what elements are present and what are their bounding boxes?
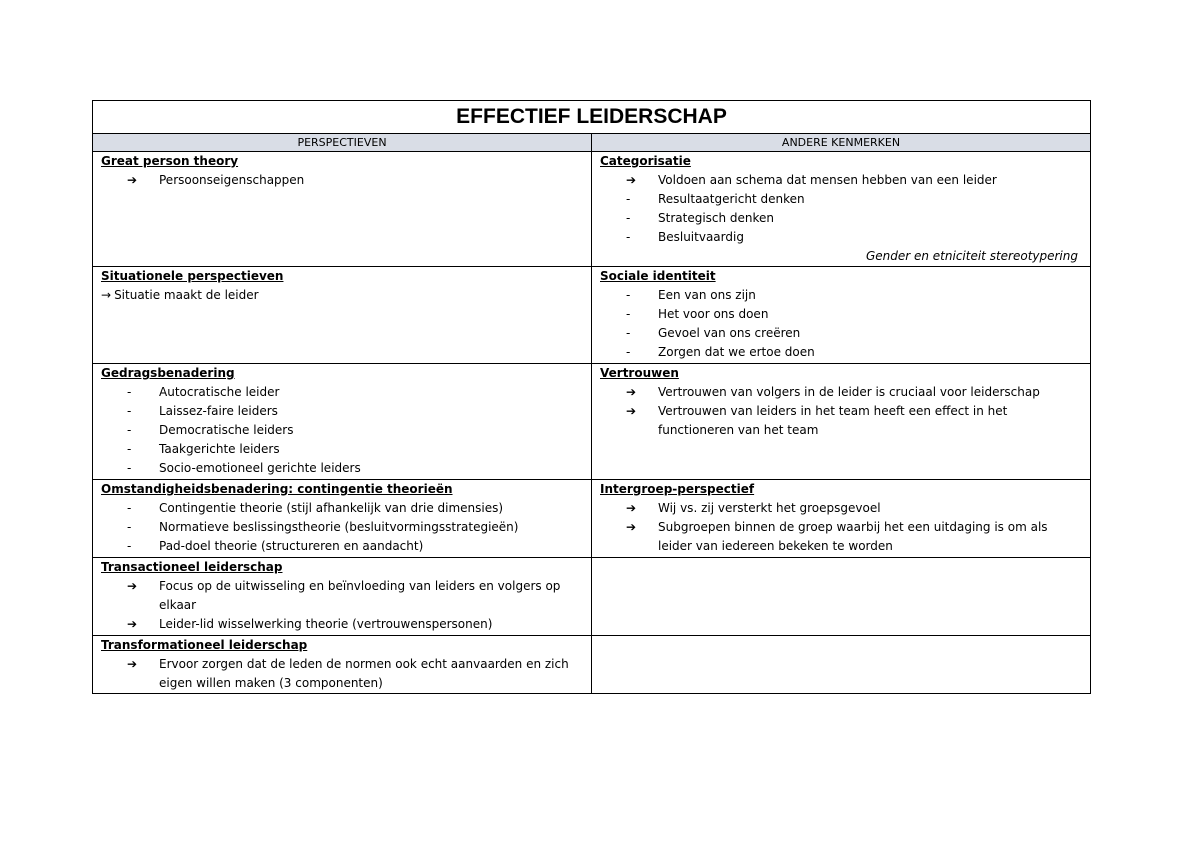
dash-bullet: -: [626, 345, 631, 359]
list-item-text: Vertrouwen van leiders in het team heeft een effect in het functioneren van het team: [658, 404, 1008, 437]
list-item-text: Subgroepen binnen de groep waarbij het een uitdaging is om als leider van iedereen bekeken te worden: [658, 520, 1048, 553]
list-item: [600, 499, 1082, 518]
list-item: [600, 343, 1082, 362]
content-rows: [93, 152, 1091, 694]
dash-bullet: -: [127, 385, 132, 399]
list-item: [101, 459, 583, 478]
list-item: [101, 537, 583, 556]
perspective-cell: [93, 267, 592, 364]
item-list: [101, 577, 583, 634]
dash-bullet: -: [626, 326, 631, 340]
list-item: [600, 190, 1082, 209]
table-row: [93, 480, 1091, 558]
arrow-icon: ➔: [626, 404, 637, 418]
item-list: [101, 383, 583, 478]
title-row: [93, 101, 1091, 134]
list-item: [600, 383, 1082, 402]
list-item-text: Voldoen aan schema dat mensen hebben van een leider: [658, 173, 997, 187]
list-item-text: Normatieve beslissingstheorie (besluitvormingsstrategieën): [159, 520, 519, 534]
arrow-icon: ➔: [127, 657, 138, 671]
dash-bullet: -: [626, 230, 631, 244]
section-heading: Sociale identiteit: [600, 269, 716, 283]
list-item-text: Strategisch denken: [658, 211, 775, 225]
list-item-text: Contingentie theorie (stijl afhankelijk van drie dimensies): [159, 501, 504, 515]
list-item: [600, 171, 1082, 190]
list-item-text: Resultaatgericht denken: [658, 192, 805, 206]
list-item-text: Democratische leiders: [159, 423, 294, 437]
item-list: [101, 286, 583, 305]
dash-bullet: -: [626, 307, 631, 321]
section-heading: Intergroep-perspectief: [600, 482, 755, 496]
list-item: [101, 286, 583, 305]
characteristic-cell: [592, 267, 1091, 364]
section-heading: Gedragsbenadering: [101, 366, 235, 380]
dash-bullet: -: [127, 539, 132, 553]
dash-bullet: -: [626, 211, 631, 225]
list-item-text: Wij vs. zij versterkt het groepsgevoel: [658, 501, 881, 515]
characteristic-cell: [592, 480, 1091, 558]
list-item-text: Autocratische leider: [159, 385, 280, 399]
section-heading: Categorisatie: [600, 154, 691, 168]
list-item: [101, 518, 583, 537]
dash-bullet: -: [127, 501, 132, 515]
perspective-cell: [93, 636, 592, 694]
list-item: [101, 577, 583, 615]
arrow-icon: ➔: [626, 501, 637, 515]
list-item-text: Gevoel van ons creëren: [658, 326, 801, 340]
arrow-icon: ➔: [626, 385, 637, 399]
list-item: [101, 440, 583, 459]
item-list: [600, 286, 1082, 362]
characteristic-cell: [592, 152, 1091, 267]
dash-bullet: -: [127, 423, 132, 437]
note-text: Gender en etniciteit stereotypering: [865, 249, 1078, 263]
item-list: [101, 655, 583, 693]
arrow-icon: ➔: [127, 617, 138, 631]
list-item: [101, 499, 583, 518]
empty-cell: [592, 558, 1091, 636]
dash-bullet: -: [127, 520, 132, 534]
characteristic-cell: [592, 364, 1091, 480]
perspective-cell: [93, 152, 592, 267]
section-heading: Vertrouwen: [600, 366, 679, 380]
table-row: [93, 267, 1091, 364]
item-list: [101, 171, 583, 190]
item-list: [101, 499, 583, 556]
table-row: [93, 636, 1091, 694]
list-item: [600, 209, 1082, 228]
arrow-icon: ➔: [626, 173, 637, 187]
list-item: [101, 383, 583, 402]
empty-cell: [592, 636, 1091, 694]
list-item-text: Situatie maakt de leider: [114, 288, 259, 302]
list-item-text: Een van ons zijn: [658, 288, 756, 302]
item-list: [600, 171, 1082, 247]
table-row: [93, 364, 1091, 480]
arrow-icon: ➔: [626, 520, 637, 534]
list-item: [600, 518, 1082, 556]
section-heading: Great person theory: [101, 154, 239, 168]
dash-bullet: -: [626, 288, 631, 302]
list-item-text: Laissez-faire leiders: [159, 404, 278, 418]
list-item-text: Het voor ons doen: [658, 307, 769, 321]
list-item: [600, 286, 1082, 305]
list-item: [101, 421, 583, 440]
list-item-text: Vertrouwen van volgers in de leider is cruciaal voor leiderschap: [658, 385, 1040, 399]
item-list: [600, 383, 1082, 440]
list-item-text: Besluitvaardig: [658, 230, 744, 244]
column-header-perspectieven: PERSPECTIEVEN: [93, 134, 592, 152]
perspective-cell: [93, 364, 592, 480]
list-item: [101, 402, 583, 421]
list-item: [600, 305, 1082, 324]
list-item: [600, 324, 1082, 343]
list-item: [600, 402, 1082, 440]
list-item: [101, 655, 583, 693]
dash-bullet: -: [127, 404, 132, 418]
dash-bullet: -: [127, 442, 132, 456]
perspective-cell: [93, 480, 592, 558]
section-heading: Transformationeel leiderschap: [101, 638, 308, 652]
document-title: EFFECTIEF LEIDERSCHAP: [93, 101, 1091, 134]
arrow-icon: →: [101, 288, 112, 302]
section-heading: Omstandigheidsbenadering: contingentie theorieën: [101, 482, 453, 496]
table-row: [93, 558, 1091, 636]
arrow-icon: ➔: [127, 579, 138, 593]
list-item: [600, 228, 1082, 247]
dash-bullet: -: [626, 192, 631, 206]
table-row: [93, 152, 1091, 267]
list-item-text: Ervoor zorgen dat de leden de normen ook echt aanvaarden en zich eigen willen maken (3 componenten): [159, 657, 569, 690]
list-item: [101, 171, 583, 190]
dash-bullet: -: [127, 461, 132, 475]
list-item-text: Focus op de uitwisseling en beïnvloeding van leiders en volgers op elkaar: [159, 579, 561, 612]
section-heading: Situationele perspectieven: [101, 269, 284, 283]
list-item-text: Zorgen dat we ertoe doen: [658, 345, 815, 359]
list-item-text: Persoonseigenschappen: [159, 173, 305, 187]
list-item-text: Socio-emotioneel gerichte leiders: [159, 461, 361, 475]
column-header-andere-kenmerken: ANDERE KENMERKEN: [592, 134, 1091, 152]
header-row: [93, 134, 1091, 152]
item-list: [600, 499, 1082, 556]
perspective-cell: [93, 558, 592, 636]
section-heading: Transactioneel leiderschap: [101, 560, 283, 574]
arrow-icon: ➔: [127, 173, 138, 187]
list-item-text: Leider-lid wisselwerking theorie (vertrouwenspersonen): [159, 617, 493, 631]
summary-table: [92, 100, 1091, 694]
list-item-text: Pad-doel theorie (structureren en aandacht): [159, 539, 424, 553]
list-item: [101, 615, 583, 634]
list-item-text: Taakgerichte leiders: [159, 442, 280, 456]
